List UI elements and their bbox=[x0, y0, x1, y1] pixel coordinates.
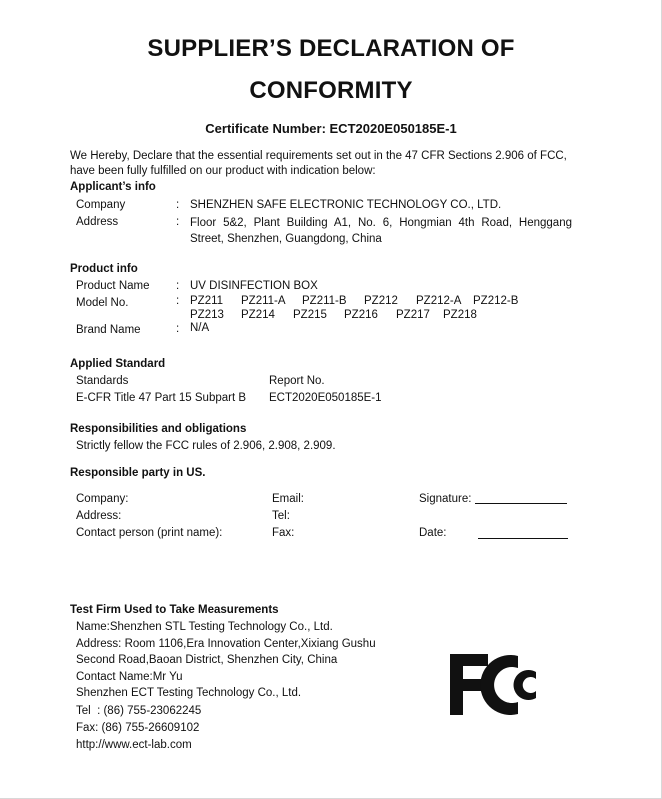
colon: : bbox=[176, 280, 180, 292]
party-fax-label: Fax: bbox=[272, 527, 295, 539]
party-contact-label: Contact person (print name): bbox=[76, 527, 223, 539]
test-firm-line: Fax: (86) 755-26609102 bbox=[76, 722, 200, 734]
product-name-value: UV DISINFECTION BOX bbox=[190, 280, 318, 292]
party-company-label: Company: bbox=[76, 493, 129, 505]
test-firm-line: Shenzhen ECT Testing Technology Co., Ltd. bbox=[76, 687, 302, 699]
model-number: PZ214 bbox=[241, 309, 275, 321]
test-firm-line: Second Road,Baoan District, Shenzhen City, China bbox=[76, 654, 338, 666]
party-address-label: Address: bbox=[76, 510, 122, 522]
report-number-label: Report No. bbox=[269, 375, 325, 387]
applicant-address-label: Address bbox=[76, 216, 119, 228]
certificate-number: Certificate Number: ECT2020E050185E-1 bbox=[205, 121, 457, 136]
responsibilities-text: Strictly fellow the FCC rules of 2.906, 2.908, 2.909. bbox=[76, 440, 336, 452]
model-number-label: Model No. bbox=[76, 297, 129, 309]
product-name-label: Product Name bbox=[76, 280, 150, 292]
model-number: PZ212-B bbox=[473, 295, 519, 307]
applicant-company-label: Company bbox=[76, 199, 126, 211]
responsibilities-heading: Responsibilities and obligations bbox=[70, 423, 247, 435]
standard-value: E-CFR Title 47 Part 15 Subpart B bbox=[76, 392, 247, 404]
product-heading: Product info bbox=[70, 263, 138, 275]
document-title-line-2: CONFORMITY bbox=[249, 77, 413, 104]
test-firm-line: Tel : (86) 755-23062245 bbox=[76, 705, 202, 717]
model-number: PZ211 bbox=[190, 295, 224, 307]
signature-line bbox=[475, 503, 567, 504]
colon: : bbox=[176, 199, 180, 211]
date-label: Date: bbox=[419, 527, 447, 539]
model-number: PZ217 bbox=[396, 309, 430, 321]
model-number: PZ212 bbox=[364, 295, 398, 307]
brand-name-label: Brand Name bbox=[76, 324, 141, 336]
model-number: PZ212-A bbox=[416, 295, 462, 307]
test-firm-line: Address: Room 1106,Era Innovation Center,Xixiang Gushu bbox=[76, 638, 376, 650]
applicant-address-value: Floor 5&2, Plant Building A1, No. 6, Hongmian 4th Road, Henggang Street, Shenzhen, Guangdong, China bbox=[190, 217, 572, 245]
test-firm-heading: Test Firm Used to Take Measurements bbox=[70, 604, 279, 616]
test-firm-line: http://www.ect-lab.com bbox=[76, 739, 192, 751]
declaration-intro: We Hereby, Declare that the essential requirements set out in the 47 CFR Sections 2.906 of FCC, have been fully fulfilled on our product with indication below: bbox=[70, 150, 567, 177]
applicant-company-value: SHENZHEN SAFE ELECTRONIC TECHNOLOGY CO., LTD. bbox=[190, 199, 502, 211]
model-number: PZ216 bbox=[344, 309, 378, 321]
responsible-party-heading: Responsible party in US. bbox=[70, 467, 206, 479]
party-tel-label: Tel: bbox=[272, 510, 290, 522]
document-title-line-1: SUPPLIER’S DECLARATION OF bbox=[147, 35, 515, 62]
standards-label: Standards bbox=[76, 375, 129, 387]
test-firm-line: Contact Name:Mr Yu bbox=[76, 671, 183, 683]
model-number: PZ215 bbox=[293, 309, 327, 321]
colon: : bbox=[176, 295, 180, 307]
applicant-heading: Applicant’s info bbox=[70, 181, 156, 193]
model-number: PZ218 bbox=[443, 309, 477, 321]
report-number-value: ECT2020E050185E-1 bbox=[269, 392, 382, 404]
signature-label: Signature: bbox=[419, 493, 472, 505]
brand-name-value: N/A bbox=[190, 322, 210, 334]
colon: : bbox=[176, 216, 180, 228]
applied-standard-heading: Applied Standard bbox=[70, 358, 166, 370]
model-number: PZ211-A bbox=[241, 295, 286, 307]
model-number: PZ211-B bbox=[302, 295, 347, 307]
party-email-label: Email: bbox=[272, 493, 304, 505]
test-firm-line: Name:Shenzhen STL Testing Technology Co., Ltd. bbox=[76, 621, 333, 633]
model-number: PZ213 bbox=[190, 309, 224, 321]
fcc-logo-icon bbox=[448, 652, 540, 718]
colon: : bbox=[176, 323, 180, 335]
date-line bbox=[478, 538, 568, 539]
